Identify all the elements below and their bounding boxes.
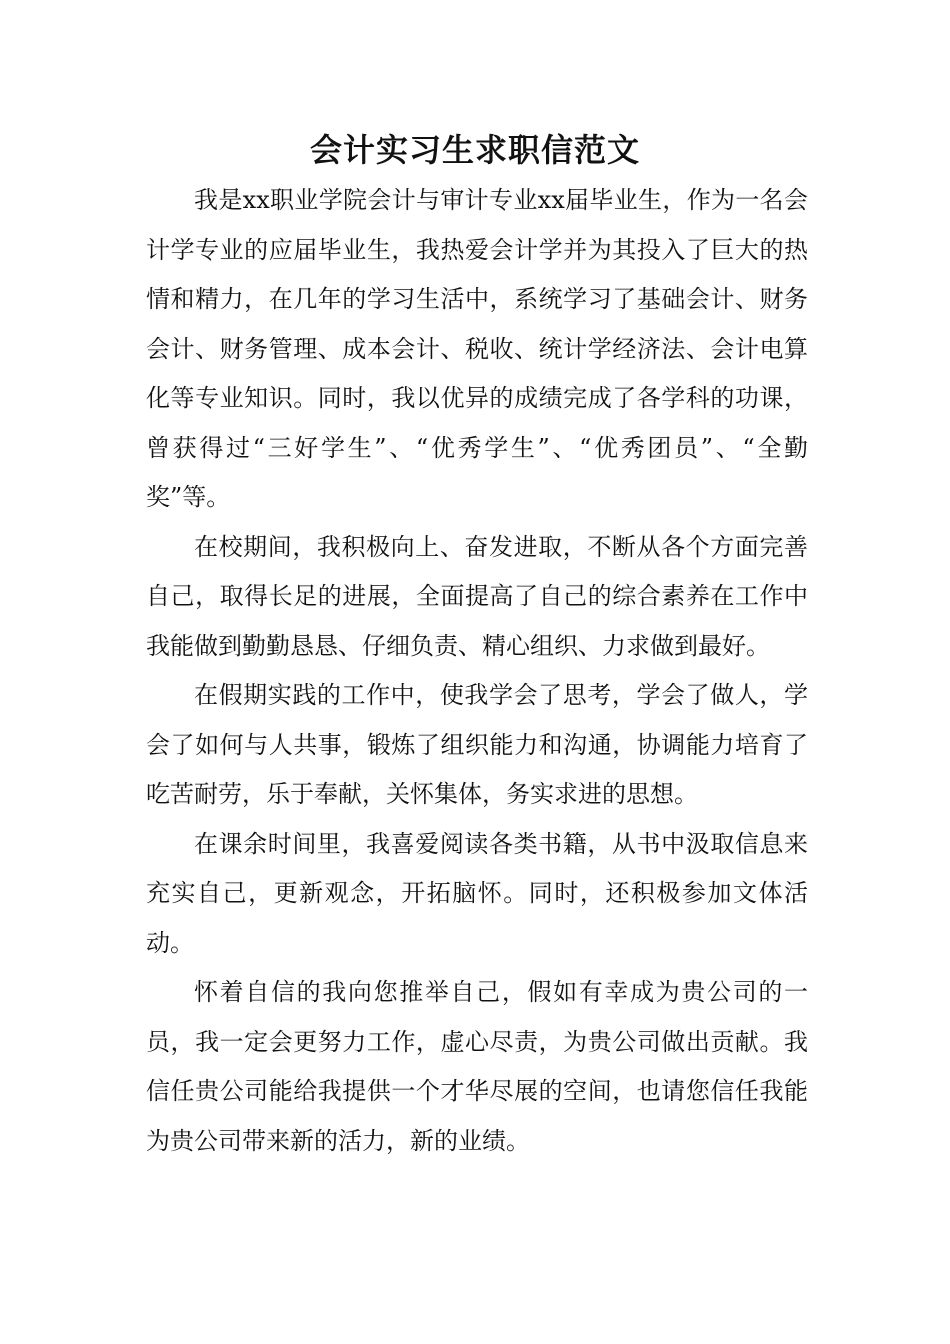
document-body — [146, 176, 808, 1166]
paragraph-1: 我是xx职业学院会计与审计专业xx届毕业生，作为一名会计学专业的应届毕业生，我热爱会计学并为其投入了巨大的热情和精力，在几年的学习生活中，系统学习了基础会计、财务会计、财务管理、成本会计、税收、统计学经济法、会计电算化等专业知识。同时，我以优异的成绩完成了各学科的功课，曾获得过“三好学生”、“优秀学生”、“优秀团员”、“全勤奖”等。 — [146, 186, 808, 511]
paragraph-4: 在课余时间里，我喜爱阅读各类书籍，从书中汲取信息来充实自己，更新观念，开拓脑怀。同时，还积极参加文体活动。 — [146, 829, 808, 957]
document-title: 会计实习生求职信范文 — [309, 131, 640, 169]
paragraph-2: 在校期间，我积极向上、奋发进取，不断从各个方面完善自己，取得长足的进展，全面提高了自己的综合素养在工作中我能做到勤勤恳恳、仔细负责、精心组织、力求做到最好。 — [146, 532, 808, 660]
paragraph-3: 在假期实践的工作中，使我学会了思考，学会了做人，学会了如何与人共事，锻炼了组织能力和沟通，协调能力培育了吃苦耐劳，乐于奉献，关怀集体，务实求进的思想。 — [146, 681, 808, 808]
paragraph-5: 怀着自信的我向您推举自己，假如有幸成为贵公司的一员，我一定会更努力工作，虚心尽责，为贵公司做出贡献。我信任贵公司能给我提供一个才华尽展的空间，也请您信任我能为贵公司带来新的活力，新的业绩。 — [146, 978, 808, 1155]
